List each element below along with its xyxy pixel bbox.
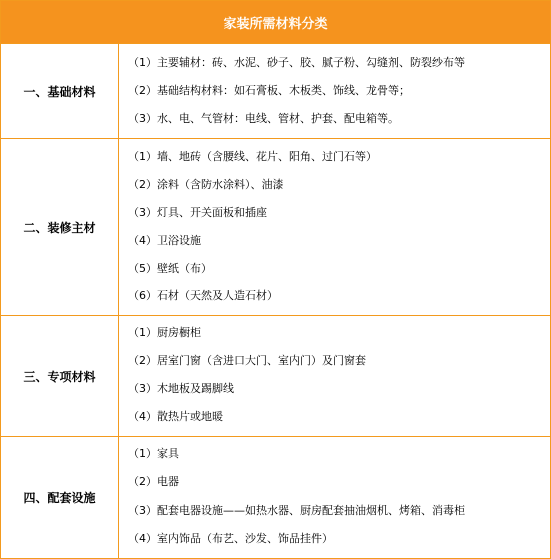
list-item: （2）居室门窗（含进口大门、室内门）及门窗套: [128, 354, 366, 367]
item-list: [119, 316, 550, 436]
list-item: （3）水、电、气管材：电线、管材、护套、配电箱等。: [128, 112, 399, 125]
list-item: （3）配套电器设施——如热水器、厨房配套抽油烟机、烤箱、消毒柜: [128, 504, 465, 517]
list-item: （4）室内饰品（布艺、沙发、饰品挂件）: [128, 532, 333, 545]
category-label: 一、基础材料: [1, 44, 119, 138]
item-list: [119, 139, 550, 315]
category-label: 二、装修主材: [1, 139, 119, 315]
list-item: （3）木地板及踢脚线: [128, 382, 234, 395]
table-title: 家装所需材料分类: [1, 1, 550, 44]
category-label: 三、专项材料: [1, 316, 119, 436]
list-item: （1）墙、地砖（含腰线、花片、阳角、过门石等）: [128, 150, 377, 163]
list-item: （2）涂料（含防水涂料）、油漆: [128, 178, 284, 191]
section-special-materials: [1, 316, 550, 437]
list-item: （3）灯具、开关面板和插座: [128, 206, 267, 219]
list-item: （2）基础结构材料：如石膏板、木板类、饰线、龙骨等；: [128, 84, 410, 97]
list-item: （4）卫浴设施: [128, 234, 201, 247]
section-supporting-facilities: [1, 437, 550, 558]
list-item: （6）石材（天然及人造石材）: [128, 289, 278, 302]
item-list: [119, 44, 550, 138]
item-list: [119, 437, 550, 558]
list-item: （4）散热片或地暖: [128, 410, 223, 423]
list-item: （1）主要辅材：砖、水泥、砂子、胶、腻子粉、勾缝剂、防裂纱布等: [128, 56, 465, 69]
section-basic-materials: [1, 44, 550, 139]
list-item: （5）壁纸（布）: [128, 262, 212, 275]
list-item: （1）厨房橱柜: [128, 326, 201, 339]
list-item: （2）电器: [128, 475, 179, 488]
section-main-materials: [1, 139, 550, 316]
category-label: 四、配套设施: [1, 437, 119, 558]
list-item: （1）家具: [128, 447, 179, 460]
